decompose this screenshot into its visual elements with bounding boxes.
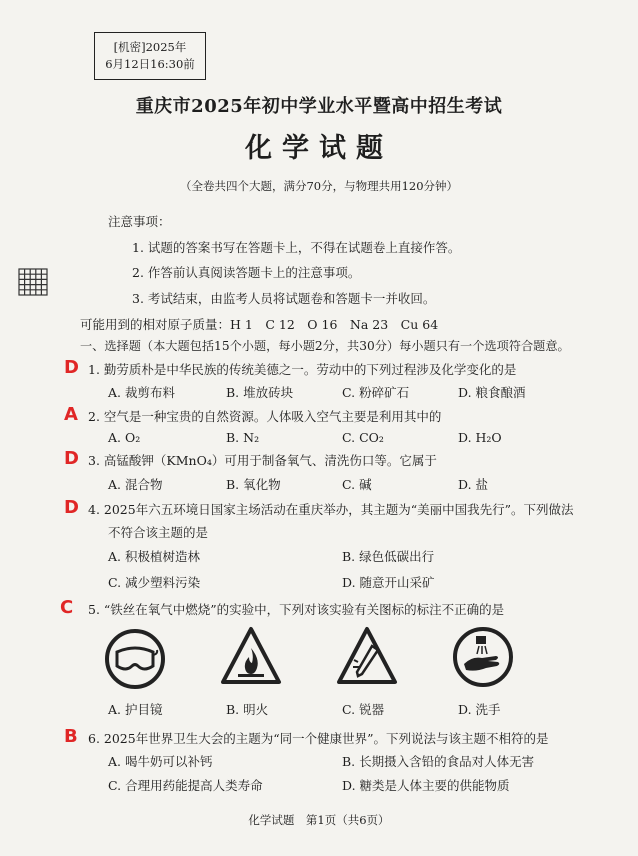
q4-option-a: A. 积极植树造林: [108, 549, 200, 564]
notice-item-1: 1. 试题的答案书写在答题卡上，不得在试题卷上直接作答。: [132, 240, 461, 255]
page-footer: 化学试题 第1页（共6页）: [248, 813, 390, 827]
q6-option-b: B. 长期摄入含铅的食品对人体无害: [342, 754, 535, 769]
section-1-heading: 一、选择题（本大题包括15个小题，每小题2分，共30分）每小题只有一个选项符合题意。: [80, 339, 570, 353]
question-2-stem: 2. 空气是一种宝贵的自然资源。人体吸入空气主要是利用其中的: [88, 409, 442, 424]
answer-mark-q2: A: [64, 404, 78, 425]
answer-mark-q1: D: [64, 357, 79, 378]
q5-option-c: C. 锐器: [342, 702, 385, 717]
answer-mark-q5: C: [60, 597, 74, 618]
question-5-stem: 5. “铁丝在氧气中燃烧”的实验中，下列对该实验有关图标的标注不正确的是: [88, 602, 505, 617]
q5-option-a: A. 护目镜: [108, 702, 163, 717]
subject-title: 化学试题: [245, 133, 393, 164]
q3-option-d: D. 盐: [458, 477, 489, 492]
notice-heading: 注意事项：: [108, 214, 171, 229]
goggles-icon: [104, 628, 166, 690]
stamp-line-1: [机密]2025年: [113, 40, 187, 54]
q6-option-d: D. 糖类是人体主要的供能物质: [342, 778, 510, 793]
answer-mark-q3: D: [64, 448, 79, 469]
exam-title: 重庆市2025年初中学业水平暨高中招生考试: [135, 96, 503, 117]
question-1-stem: 1. 勤劳质朴是中华民族的传统美德之一。劳动中的下列过程涉及化学变化的是: [88, 362, 517, 377]
q3-option-b: B. 氧化物: [226, 477, 281, 492]
q6-option-c: C. 合理用药能提高人类寿命: [108, 778, 263, 793]
q1-option-c: C. 粉碎矿石: [342, 385, 410, 400]
notice-item-3: 3. 考试结束，由监考人员将试题卷和答题卡一并收回。: [132, 291, 436, 306]
q5-option-b: B. 明火: [226, 702, 269, 717]
notice-item-2: 2. 作答前认真阅读答题卡上的注意事项。: [132, 265, 361, 280]
q2-option-a: A. O₂: [108, 430, 141, 445]
q3-option-a: A. 混合物: [108, 477, 163, 492]
q3-option-c: C. 碱: [342, 477, 372, 492]
q4-option-c: C. 减少塑料污染: [108, 575, 201, 590]
question-3-stem: 3. 高锰酸钾（KMnO₄）可用于制备氧气、清洗伤口等。它属于: [88, 453, 437, 468]
q2-option-d: D. H₂O: [458, 430, 502, 445]
sharp-object-icon: [336, 626, 398, 688]
q2-option-b: B. N₂: [226, 430, 260, 445]
q4-option-b: B. 绿色低碳出行: [342, 549, 435, 564]
stamp-line-2: 6月12日16:30前: [105, 57, 195, 71]
q4-option-d: D. 随意开山采矿: [342, 575, 435, 590]
q1-option-b: B. 堆放砖块: [226, 385, 294, 400]
atomic-masses: 可能用到的相对原子质量：H 1 C 12 O 16 Na 23 Cu 64: [80, 317, 439, 332]
grid-icon: [18, 268, 48, 296]
question-4-stem-continued: 不符合该主题的是: [108, 525, 209, 540]
q1-option-d: D. 粮食酿酒: [458, 385, 526, 400]
question-4-stem: 4. 2025年六五环境日国家主场活动在重庆举办，其主题为“美丽中国我先行”。下列做法: [88, 502, 574, 517]
answer-mark-q4: D: [64, 497, 79, 518]
confidential-stamp: [94, 32, 206, 80]
q1-option-a: A. 裁剪布料: [108, 385, 175, 400]
answer-mark-q6: B: [64, 726, 78, 747]
open-flame-icon: [220, 626, 282, 688]
exam-subtitle: （全卷共四个大题，满分70分，与物理共用120分钟）: [179, 179, 459, 193]
question-6-stem: 6. 2025年世界卫生大会的主题为“同一个健康世界”。下列说法与该主题不相符的是: [88, 731, 549, 746]
q6-option-a: A. 喝牛奶可以补钙: [108, 754, 213, 769]
q2-option-c: C. CO₂: [342, 430, 384, 445]
hand-washing-icon: [452, 626, 514, 688]
q5-option-d: D. 洗手: [458, 702, 501, 717]
